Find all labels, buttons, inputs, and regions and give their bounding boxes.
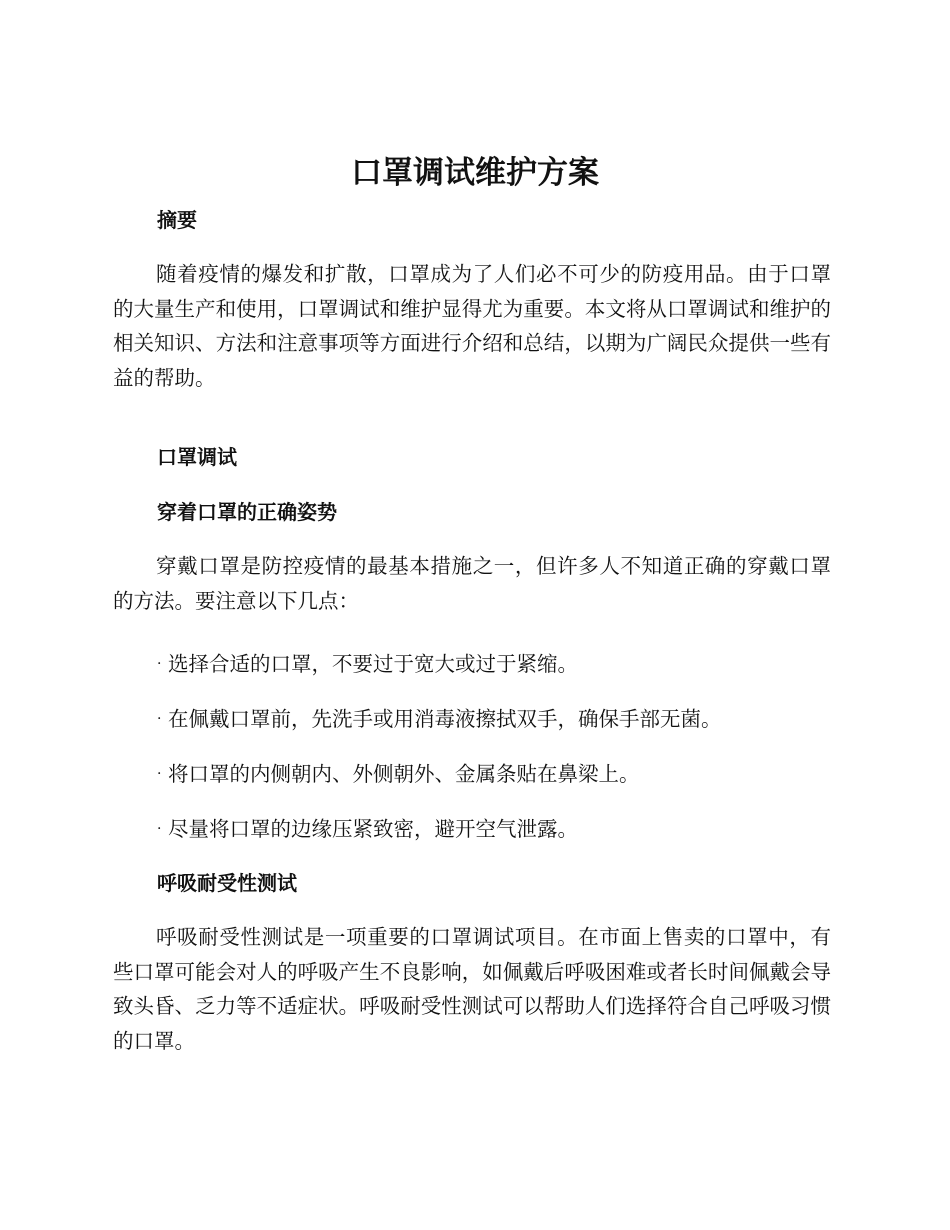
bullet-item	[157, 704, 722, 734]
bullet-text: 选择合适的口罩，不要过于宽大或过于紧缩。	[168, 652, 578, 676]
bullet-marker: ·	[157, 711, 162, 727]
abstract-paragraph: 随着疫情的爆发和扩散，口罩成为了人们必不可少的防疫用品。由于口罩的大量生产和使用，口罩调试和维护显得尤为重要。本文将从口罩调试和维护的相关知识、方法和注意事项等方面进行介绍和总结，以期为广阔民众提供一些有益的帮助。	[113, 262, 831, 391]
document-title: 口罩调试维护方案	[351, 155, 599, 191]
bullet-text: 在佩戴口罩前，先洗手或用消毒液擦拭双手，确保手部无菌。	[168, 707, 722, 731]
subsection-heading-wearing-posture: 穿着口罩的正确姿势	[157, 500, 337, 524]
bullet-marker: ·	[157, 766, 162, 782]
wearing-posture-paragraph: 穿戴口罩是防控疫情的最基本措施之一，但许多人不知道正确的穿戴口罩的方法。要注意以下几点：	[113, 554, 831, 613]
bullet-item	[157, 814, 578, 844]
bullet-text: 将口罩的内侧朝内、外侧朝外、金属条贴在鼻梁上。	[168, 762, 640, 786]
bullet-text: 尽量将口罩的边缘压紧致密，避开空气泄露。	[168, 817, 578, 841]
bullet-marker: ·	[157, 821, 162, 837]
bullet-item	[157, 759, 640, 789]
section-heading-mask-debugging: 口罩调试	[157, 445, 237, 469]
breathing-test-paragraph: 呼吸耐受性测试是一项重要的口罩调试项目。在市面上售卖的口罩中，有些口罩可能会对人的呼吸产生不良影响，如佩戴后呼吸困难或者长时间佩戴会导致头昏、乏力等不适症状。呼吸耐受性测试可以帮助人们选择符合自己呼吸习惯的口罩。	[113, 925, 831, 1054]
bullet-marker: ·	[157, 656, 162, 672]
bullet-item	[157, 649, 578, 679]
subsection-heading-breathing-test: 呼吸耐受性测试	[157, 871, 297, 895]
abstract-heading: 摘要	[157, 208, 197, 232]
